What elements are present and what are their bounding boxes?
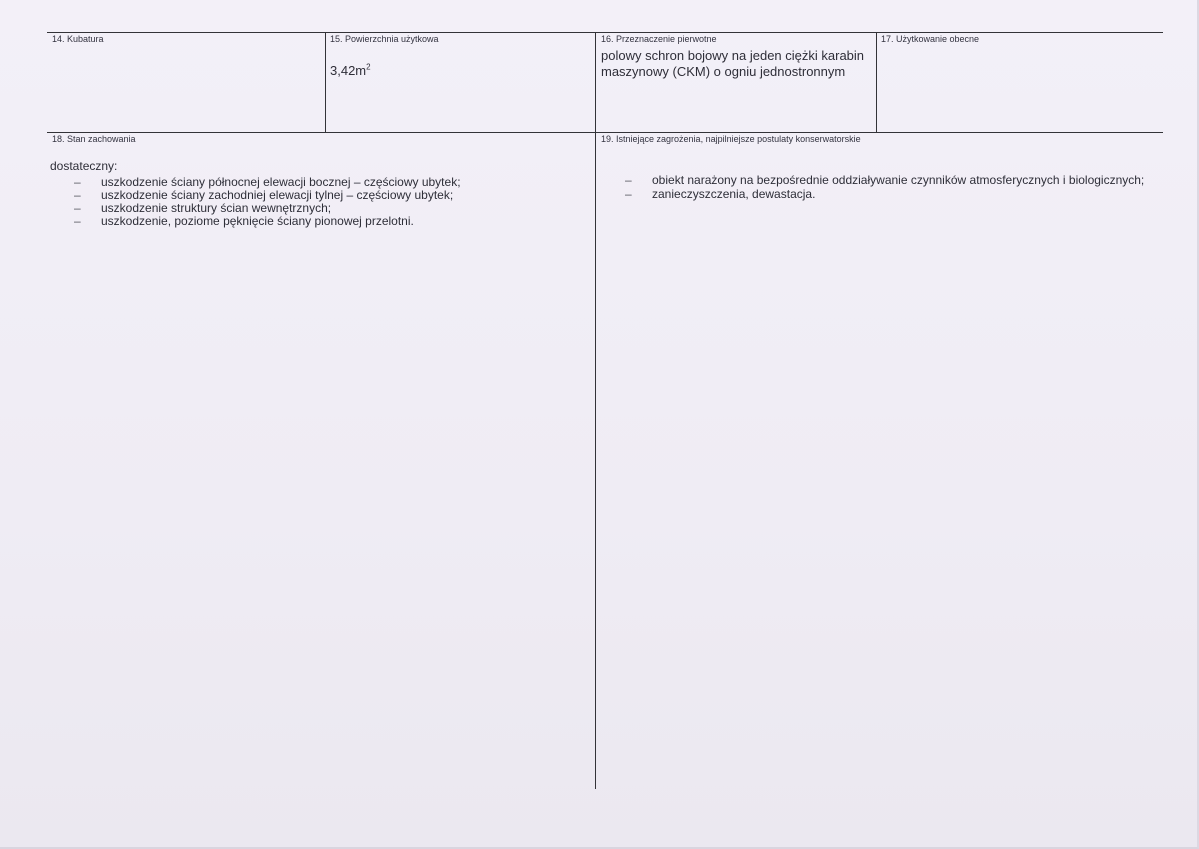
dash-marker: – [74,188,81,202]
dash-marker: – [74,201,81,215]
divider-15-16 [595,32,596,789]
field-16-label: 16. Przeznaczenie pierwotne [601,34,717,44]
list-item: – obiekt narażony na bezpośrednie oddziaływanie czynników atmosferycznych i biologicznych; [625,173,1145,187]
field-18-label: 18. Stan zachowania [52,134,136,144]
field-17-label: 17. Użytkowanie obecne [881,34,980,44]
threats-list [625,174,1160,201]
divider-14-15 [325,32,326,132]
list-item: – uszkodzenie struktury ścian wewnętrznych; [74,201,332,215]
divider-16-17 [876,32,877,132]
list-item: – uszkodzenie ściany północnej elewacji bocznej – częściowy ubytek; [74,175,461,189]
list-item: – uszkodzenie, poziome pęknięcie ściany pionowej przelotni. [74,214,414,228]
list-item: – zanieczyszczenia, dewastacja. [625,187,816,201]
field-19-label: 19. Istniejące zagrożenia, najpilniejsze postulaty konserwatorskie [601,134,861,144]
field-15-label: 15. Powierzchnia użytkowa [330,34,439,44]
field-18-intro: dostateczny: [50,159,118,173]
list-item: – uszkodzenie ściany zachodniej elewacji tylnej – częściowy ubytek; [74,188,454,202]
field-16-value: polowy schron bojowy na jeden ciężki karabin maszynowy (CKM) o ogniu jednostronnym [601,48,865,79]
area-value: 3,42m [330,63,367,78]
dash-marker: – [625,173,632,187]
dash-marker: – [74,214,81,228]
area-unit-exponent: 2 [366,62,371,72]
dash-marker: – [625,187,632,201]
dash-marker: – [74,175,81,189]
field-15-value [330,63,371,79]
top-rule [47,32,1163,33]
middle-rule [47,132,1163,133]
condition-list [50,176,570,228]
field-14-label: 14. Kubatura [52,34,104,44]
